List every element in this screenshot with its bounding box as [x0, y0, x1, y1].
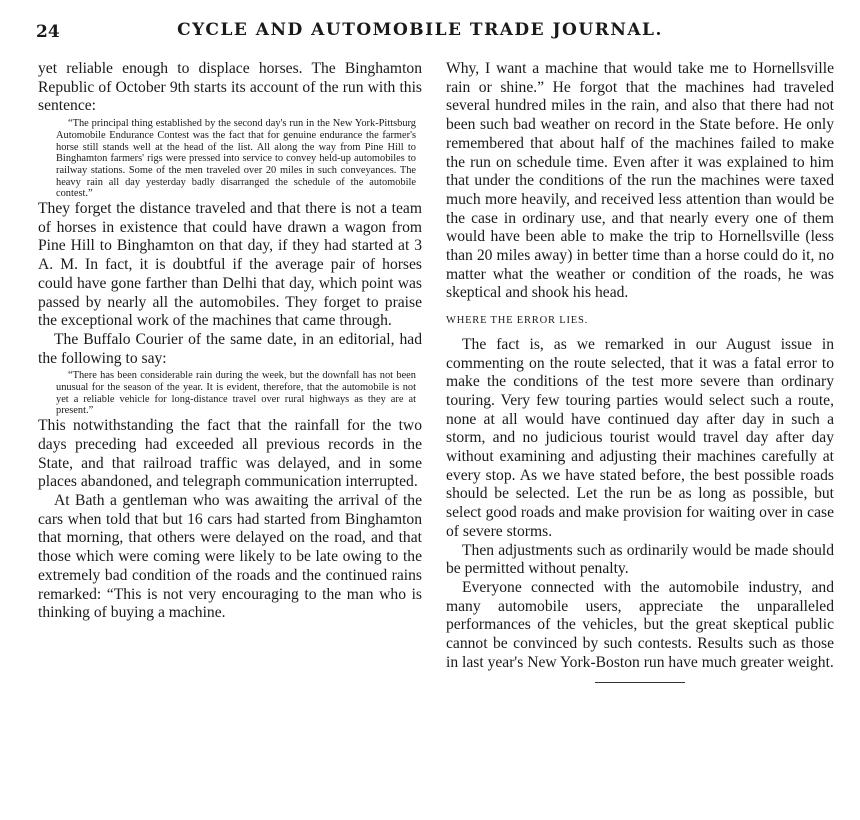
right-column [446, 60, 834, 683]
paragraph: The Buffalo Courier of the same date, in an editorial, had the following to say: [38, 330, 422, 367]
paragraph: Then adjustments such as ordinarily would be made should be permitted without penalty. [446, 541, 834, 578]
paragraph: The fact is, as we remarked in our August issue in commenting on the route selected, that it was a fatal error to make the conditions of the test more severe than ordinary touring. Very few touring parties would select such a route, none at all would have continued day after day in such a storm, and no judicious tourist would travel day after day without examining and adjusting their machines carefully at every stop. As we have stated before, the best possible roads should be selected. Let the run be as long as possible, but select good roads and make provision for waiting over in case of severe storms. [446, 335, 834, 540]
paragraph: This notwithstanding the fact that the rainfall for the two days preceding had exceeded all previous records in the State, and that railroad traffic was delayed, and in some places abandoned, and telegraph communication interrupted. [38, 417, 422, 491]
paragraph: Why, I want a machine that would take me to Hornellsville rain or shine.” He forgot that the machines had traveled several hundred miles in the rain, and also that there had not been such bad weather on record in the State before. He only remembered that about half of the machines failed to make the run on schedule time. Even after it was explained to him that under the conditions of the run the machines were taxed much more heavily, and received less attention than would be the case in ordinary use, and that nearly every one of them would have been able to make the trip to Hornellsville (less than 20 miles away) in better time than a horse could do it, no matter what the weather or condition of the roads, he was skeptical and shook his head. [446, 60, 834, 302]
running-head: CYCLE AND AUTOMOBILE TRADE JOURNAL. [177, 20, 663, 40]
paragraph: They forget the distance traveled and that there is not a team of horses in existence that could have drawn a wagon from Pine Hill to Binghamton on that day, if they had started at 3 A. M. In fact, it is doubtful if the average pair of horses could have gone farther than Delhi that day, which point was passed by nearly all the automobiles. They forget to praise the exceptional work of the machines that came through. [38, 200, 422, 330]
left-column [38, 60, 422, 623]
paragraph: Everyone connected with the automobile industry, and many automobile users, appreciate the unparalleled performances of the vehicles, but the great skeptical public cannot be convinced by such contests. Results such as those in last year's New York-Boston run have much greater weight. [446, 578, 834, 671]
end-rule [595, 682, 685, 683]
section-heading: WHERE THE ERROR LIES. [446, 315, 589, 327]
block-quote: “There has been considerable rain during the week, but the downfall has not been unusual for the season of the year. It is evident, therefore, that the automobile is not yet a reliable vehicle for long-distance travel over rural highways as they are at present.” [56, 370, 416, 417]
block-quote: “The principal thing established by the second day's run in the New York-Pittsburg Automobile Endurance Contest was the fact that for genuine endurance the farmer's horse still stands well at the head of the list. All along the way from Pine Hill to Binghamton farmers' rigs were pressed into service to convey held-up automobiles to railway stations. Some of the men traveled over 20 miles in such conveyances. The heavy rain all day yesterday badly disarranged the schedule of the automobile contest.” [56, 118, 416, 200]
paragraph: At Bath a gentleman who was awaiting the arrival of the cars when told that but 16 cars had started from Binghamton that morning, that others were delayed on the road, and that those which were coming were likely to be late owing to the extremely bad condition of the roads and the continued rains remarked: “This is not very encouraging to the man who is thinking of buying a machine. [38, 491, 422, 622]
page-number: 24 [36, 22, 60, 42]
paragraph: yet reliable enough to displace horses. The Binghamton Republic of October 9th starts its account of the run with this sentence: [38, 60, 422, 115]
